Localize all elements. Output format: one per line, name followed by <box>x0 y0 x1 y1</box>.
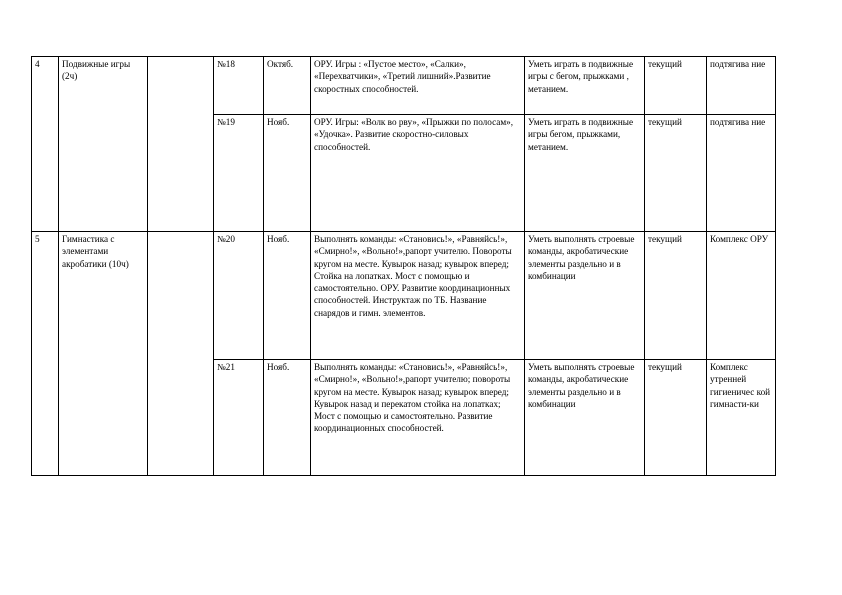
lesson-content: Выполнять команды: «Становись!», «Равняйсь!», «Смирно!», «Вольно!»,рапорт учителю. Повороты кругом на месте. Кувырок назад; кувырок вперед; Стойка на лопатках. Мост с помощью и самостоятельно. ОРУ. Развитие координационных способностей. Инструктаж по ТБ. Название снарядов и гимн. элементов. <box>311 232 525 360</box>
lesson-content: ОРУ. Игры : «Пустое место», «Салки», «Перехватчики», «Третий лишний».Развитие скоростных способностей. <box>311 57 525 115</box>
lesson-plan-table <box>31 56 776 476</box>
lesson-content: Выполнять команды: «Становись!», «Равняйсь!», «Смирно!», «Вольно!»,рапорт учителю; повороты кругом на месте. Кувырок назад; кувырок вперед; Кувырок назад и перекатом стойка на лопатках; Мост с помощью и самостоятельно. Развитие координационных способностей. <box>311 360 525 476</box>
lesson-month: Нояб. <box>264 115 311 232</box>
lesson-homework: подтягива ние <box>707 57 776 115</box>
lesson-requirements: Уметь играть в подвижные игры бегом, прыжками, метанием. <box>525 115 645 232</box>
lesson-number: №21 <box>214 360 264 476</box>
lesson-content: ОРУ. Игры: «Волк во рву», «Прыжки по полосам», «Удочка». Развитие скоростно-силовых способностей. <box>311 115 525 232</box>
lesson-homework: подтягива ние <box>707 115 776 232</box>
lesson-number: №18 <box>214 57 264 115</box>
empty-cell <box>148 57 214 232</box>
lesson-requirements: Уметь играть в подвижные игры с бегом, прыжками , метанием. <box>525 57 645 115</box>
lesson-control: текущий <box>645 115 707 232</box>
empty-cell <box>148 232 214 476</box>
lesson-number: №19 <box>214 115 264 232</box>
lesson-homework: Комплекс утренней гигиеничес кой гимнасти-ки <box>707 360 776 476</box>
lesson-month: Нояб. <box>264 360 311 476</box>
lesson-number: №20 <box>214 232 264 360</box>
section-title: Гимнастика с элементами акробатики (10ч) <box>59 232 148 476</box>
lesson-month: Нояб. <box>264 232 311 360</box>
lesson-homework: Комплекс ОРУ <box>707 232 776 360</box>
table-row <box>32 232 776 360</box>
lesson-requirements: Уметь выполнять строевые команды, акробатические элементы раздельно и в комбинации <box>525 232 645 360</box>
lesson-month: Октяб. <box>264 57 311 115</box>
section-title: Подвижные игры (2ч) <box>59 57 148 232</box>
lesson-control: текущий <box>645 360 707 476</box>
lesson-requirements: Уметь выполнять строевые команды, акробатические элементы раздельно и в комбинации <box>525 360 645 476</box>
lesson-control: текущий <box>645 57 707 115</box>
lesson-control: текущий <box>645 232 707 360</box>
section-number: 4 <box>32 57 59 232</box>
section-number: 5 <box>32 232 59 476</box>
table-row <box>32 57 776 115</box>
